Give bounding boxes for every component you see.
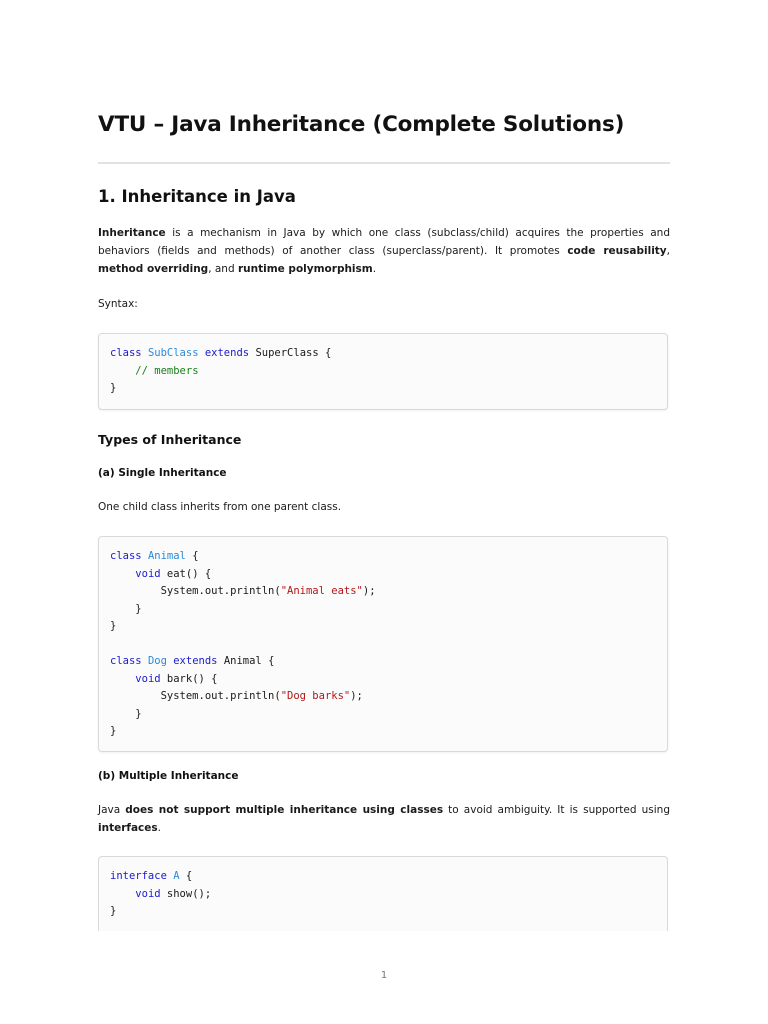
code-keyword: extends xyxy=(204,347,250,359)
code-class-name: Dog xyxy=(147,655,167,667)
separator-comma: , xyxy=(666,245,670,257)
code-text: System.out.println( xyxy=(160,585,281,597)
multiple-inheritance-heading: (b) Multiple Inheritance xyxy=(98,770,239,782)
term-method-overriding: method overriding xyxy=(98,263,209,275)
code-text: } xyxy=(110,725,117,737)
code-text: } xyxy=(110,905,117,917)
code-string: "Dog barks" xyxy=(280,690,351,702)
multiple-inheritance-desc xyxy=(98,801,670,837)
code-text: } xyxy=(110,382,117,394)
page-number: 1 xyxy=(380,970,388,981)
code-text: Animal { xyxy=(223,655,275,667)
term-inheritance: Inheritance xyxy=(98,227,166,239)
code-keyword: class xyxy=(110,655,142,667)
section-heading: 1. Inheritance in Java xyxy=(98,187,296,206)
code-keyword: void xyxy=(135,887,161,900)
code-text: SuperClass { xyxy=(255,347,332,359)
single-inheritance-desc: One child class inherits from one parent class. xyxy=(98,501,342,513)
single-inheritance-heading: (a) Single Inheritance xyxy=(98,467,227,479)
code-text: ); xyxy=(362,585,376,597)
multi-emphasis: does not support multiple inheritance using classes xyxy=(125,804,444,816)
term-interfaces: interfaces xyxy=(98,822,158,834)
code-string: "Animal eats" xyxy=(280,585,363,597)
code-text: ); xyxy=(350,690,363,702)
multi-text: to avoid ambiguity. It is supported using xyxy=(443,804,670,816)
code-keyword: class xyxy=(110,550,142,562)
code-keyword: void xyxy=(135,672,161,685)
code-text: } xyxy=(135,602,142,615)
code-text: } xyxy=(135,707,142,720)
code-class-name: Animal xyxy=(147,550,186,562)
intro-text: is a mechanism in Java by which one class (subclass/child) acquires the properties and behaviors (fields and methods) of another class (superclass/parent). It promotes xyxy=(98,227,670,257)
types-heading: Types of Inheritance xyxy=(98,432,242,447)
multi-period: . xyxy=(157,822,161,834)
code-block-syntax xyxy=(98,333,668,410)
intro-period: . xyxy=(372,263,377,275)
code-block-interface xyxy=(98,856,668,931)
code-text: { xyxy=(179,870,193,882)
code-text: bark() { xyxy=(160,672,218,685)
multi-text: Java xyxy=(98,804,126,816)
code-keyword: void xyxy=(135,567,161,580)
separator-and: , and xyxy=(208,263,238,275)
code-keyword: interface xyxy=(110,870,167,882)
term-code-reusability: code reusability xyxy=(567,245,667,257)
term-runtime-polymorphism: runtime polymorphism xyxy=(237,263,373,275)
code-text: } xyxy=(110,620,117,632)
code-keyword: class xyxy=(110,347,142,359)
code-text: System.out.println( xyxy=(160,690,281,702)
code-class-name: A xyxy=(173,870,180,882)
syntax-label: Syntax: xyxy=(98,298,138,310)
code-block-single xyxy=(98,536,668,752)
code-class-name: SubClass xyxy=(147,347,199,359)
code-keyword: extends xyxy=(173,655,218,667)
title-divider xyxy=(98,162,670,164)
code-text: eat() { xyxy=(160,567,212,580)
code-comment: // members xyxy=(135,364,199,377)
code-text: { xyxy=(185,550,199,562)
intro-paragraph xyxy=(98,224,670,278)
code-text: show(); xyxy=(160,887,212,900)
document-title: VTU – Java Inheritance (Complete Solutions) xyxy=(98,112,625,137)
